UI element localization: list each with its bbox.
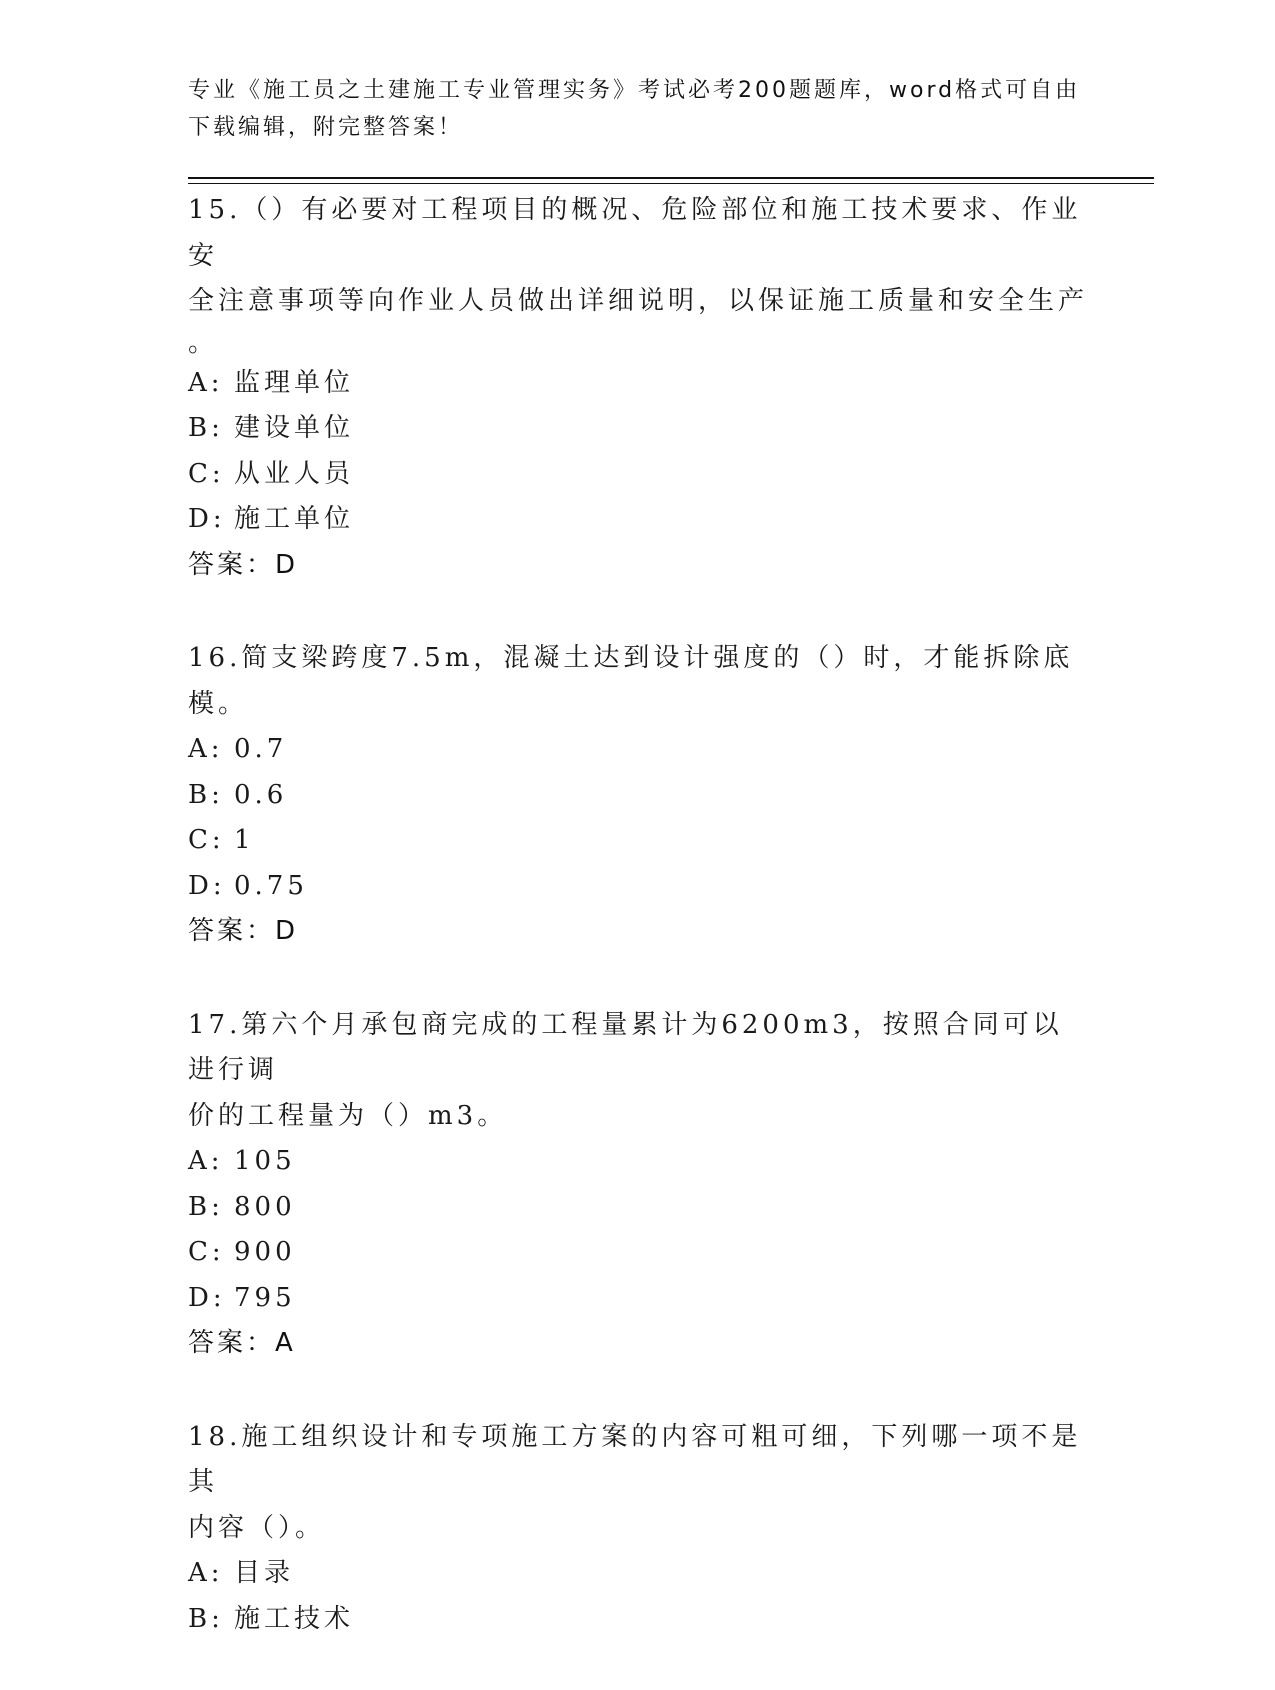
option-label: B: — [188, 413, 224, 443]
header-divider-thick — [188, 177, 1154, 179]
option-text: 施工单位 — [234, 504, 355, 534]
question-16-answer: 答案：D — [188, 916, 299, 946]
option-text: 建设单位 — [234, 413, 355, 443]
option-text: 目录 — [234, 1558, 295, 1588]
option-label: B: — [188, 1191, 224, 1222]
question-16-option-d — [188, 864, 1088, 910]
question-17-line-1: 17.第六个月承包商完成的工程量累计为6200m3，按照合同可以进行调 — [188, 1009, 1063, 1085]
option-text: 800 — [234, 1191, 296, 1222]
option-label: B: — [188, 1603, 224, 1634]
header-title-line-2: 下载编辑，附完整答案！ — [188, 115, 464, 140]
option-text: 900 — [234, 1237, 296, 1267]
question-15-option-b — [188, 406, 1088, 452]
option-label: A: — [188, 734, 224, 764]
option-label: C: — [188, 1237, 225, 1267]
question-18-line-2: 内容（）。 — [188, 1512, 326, 1543]
question-17-line-2: 价的工程量为（）m3。 — [188, 1100, 508, 1131]
option-text: 施工技术 — [234, 1603, 355, 1634]
option-label: B: — [188, 779, 224, 810]
question-16 — [188, 636, 1088, 955]
option-text: 0.6 — [234, 779, 288, 810]
question-15-answer: 答案：D — [188, 549, 299, 580]
option-text: 1 — [234, 825, 255, 855]
question-17-option-b — [188, 1185, 1088, 1231]
question-17-option-c — [188, 1230, 1088, 1276]
question-17-answer: 答案：A — [188, 1328, 296, 1358]
question-16-option-a — [188, 727, 1088, 773]
option-label: D: — [188, 504, 226, 534]
question-16-option-b — [188, 773, 1088, 819]
question-15-option-d — [188, 497, 1088, 543]
question-16-line-1: 16.简支梁跨度7.5m，混凝土达到设计强度的（）时，才能拆除底模。 — [188, 643, 1074, 719]
question-15-option-a — [188, 361, 1088, 407]
question-list — [188, 188, 1088, 1690]
question-15-line-1: 15.（）有必要对工程项目的概况、危险部位和施工技术要求、作业安 — [188, 195, 1082, 271]
question-17-option-d — [188, 1276, 1088, 1322]
header-title-line-1: 专业《施工员之土建施工专业管理实务》考试必考200题题库，word格式可自由 — [188, 78, 1081, 103]
option-label: D: — [188, 1282, 226, 1313]
question-15-option-c — [188, 452, 1088, 498]
question-17-option-a — [188, 1139, 1088, 1185]
option-text: 0.7 — [234, 734, 288, 764]
option-label: C: — [188, 458, 225, 489]
question-15 — [188, 188, 1088, 588]
header-divider-thin — [188, 183, 1154, 184]
option-text: 监理单位 — [234, 367, 355, 398]
option-text: 105 — [234, 1146, 296, 1176]
question-18-option-a — [188, 1551, 1088, 1597]
question-18 — [188, 1415, 1088, 1643]
option-label: A: — [188, 1558, 224, 1588]
question-18-option-b — [188, 1597, 1088, 1643]
option-text: 从业人员 — [234, 458, 355, 489]
option-text: 0.75 — [234, 870, 308, 901]
option-label: A: — [188, 1146, 224, 1176]
question-17 — [188, 1003, 1088, 1367]
document-header — [188, 72, 1088, 146]
question-15-line-3: 。 — [188, 327, 219, 358]
option-label: C: — [188, 825, 225, 855]
option-label: D: — [188, 870, 226, 901]
question-18-line-1: 18.施工组织设计和专项施工方案的内容可粗可细，下列哪一项不是其 — [188, 1421, 1082, 1497]
option-text: 795 — [234, 1282, 296, 1313]
question-15-line-2: 全注意事项等向作业人员做出详细说明，以保证施工质量和安全生产 — [188, 286, 1089, 316]
question-16-option-c — [188, 818, 1088, 864]
option-label: A: — [188, 367, 224, 398]
